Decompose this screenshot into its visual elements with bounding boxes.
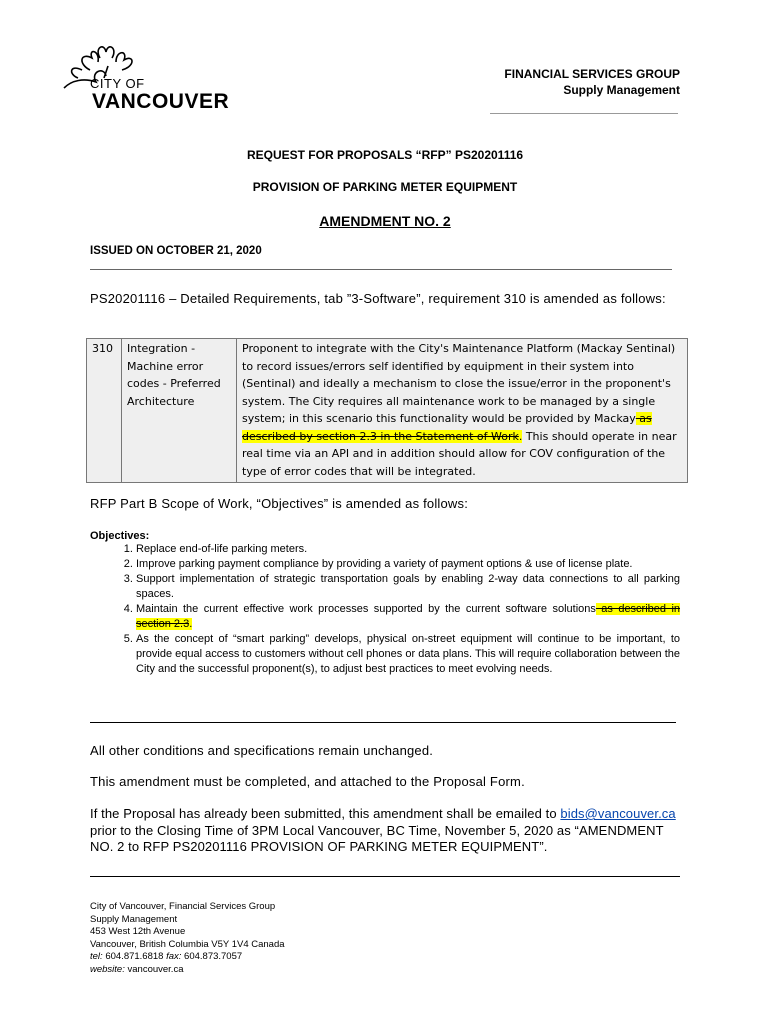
requirement-intro: PS20201116 – Detailed Requirements, tab ”3-Software”, requirement 310 is amended as follows:	[90, 291, 666, 306]
requirement-text: Proponent to integrate with the City's Maintenance Platform (Mackay Sentinal) to record issues/errors self identified by equipment in their system into (Sentinal) and ideally a mechanism to close the issue/error in the proponent's system. The City requires all maintenance work to be managed by a single system; in this scenario this functionality would be provided by Mackay	[242, 342, 676, 425]
scope-intro: RFP Part B Scope of Work, “Objectives” is amended as follows:	[90, 496, 469, 511]
struck-text: as described by section 2.3 in the Statement of Work	[242, 412, 652, 443]
web-label: website:	[90, 963, 125, 975]
section-divider	[90, 269, 672, 270]
requirement-number: 310	[87, 339, 122, 483]
fax-label: fax:	[166, 951, 182, 962]
amendment-title: AMENDMENT NO. 2	[319, 213, 451, 229]
footer-contact	[90, 951, 285, 964]
footer-address	[90, 901, 285, 976]
submission-text-end: prior to the Closing Time of 3PM Local Vancouver, BC Time, November 5, 2020 as “AMENDMENT NO. 2 to RFP PS20201116 PROVISION OF PARKING METER EQUIPMENT”.	[90, 822, 664, 854]
list-item: 5. As the concept of “smart parking” develops, physical on-street equipment will continue to be important, to provide equal access to customers without cell phones or data plans. This will require collaboration between the City and the successful proponent(s), to adjust best practices to meet evolving needs.	[136, 632, 680, 677]
rfp-title: REQUEST FOR PROPOSALS “RFP” PS20201116	[246, 148, 524, 162]
footer-divider	[90, 876, 680, 877]
tel-value: 604.871.6818	[102, 951, 167, 962]
objectives-list	[90, 542, 680, 677]
issued-date: ISSUED ON OCTOBER 21, 2020	[90, 245, 262, 257]
list-item: 3. Support implementation of strategic transportation goals by enabling 2-way data connections to all parking spaces.	[136, 572, 680, 602]
web-value: vancouver.ca	[124, 963, 184, 975]
requirement-table	[86, 338, 688, 483]
footer-line: 453 West 12th Avenue	[90, 926, 186, 937]
requirement-text-end: This should operate in near real time via an API and in addition should allow for COV configuration of the type of error codes that will be integrated.	[242, 429, 677, 478]
footer-line: Vancouver, British Columbia V5Y 1V4 Canada	[90, 938, 285, 950]
struck-text: as described in section 2.3	[136, 603, 680, 630]
logo-vancouver-text: VANCOUVER	[92, 90, 230, 113]
submission-text: If the Proposal has already been submitted, this amendment shall be emailed to	[90, 806, 561, 821]
list-item: 1. Replace end-of-life parking meters.	[136, 542, 680, 557]
header-department: Supply Management	[563, 83, 680, 97]
requirement-description	[237, 339, 688, 483]
requirement-name: Integration - Machine error codes - Preferred Architecture	[122, 339, 237, 483]
list-item: 2. Improve parking payment compliance by providing a variety of payment options & use of license plate.	[136, 557, 680, 572]
section-divider	[90, 722, 676, 723]
other-conditions: All other conditions and specifications remain unchanged.	[90, 743, 434, 758]
footer-line: Supply Management	[90, 913, 178, 925]
highlight-text: .	[518, 429, 523, 443]
email-link[interactable]: bids@vancouver.ca	[560, 806, 676, 821]
provision-title: PROVISION OF PARKING METER EQUIPMENT	[252, 180, 518, 194]
header-group: FINANCIAL SERVICES GROUP	[504, 67, 680, 81]
footer-web	[90, 964, 285, 977]
fax-value: 604.873.7057	[181, 951, 243, 962]
footer-line: City of Vancouver, Financial Services Group	[90, 901, 276, 912]
submission-note	[90, 806, 680, 856]
list-item-text: Maintain the current effective work processes supported by the current software solutions	[136, 603, 596, 615]
highlight-text: .	[189, 618, 193, 630]
objectives-heading: Objectives:	[90, 530, 150, 542]
logo-city-text: CITY OF	[90, 76, 145, 91]
list-item	[136, 602, 680, 632]
header-organization	[504, 66, 680, 98]
table-row	[87, 339, 688, 483]
tel-label: tel:	[90, 951, 103, 962]
completion-note: This amendment must be completed, and attached to the Proposal Form.	[90, 774, 525, 789]
header-divider	[490, 113, 678, 114]
